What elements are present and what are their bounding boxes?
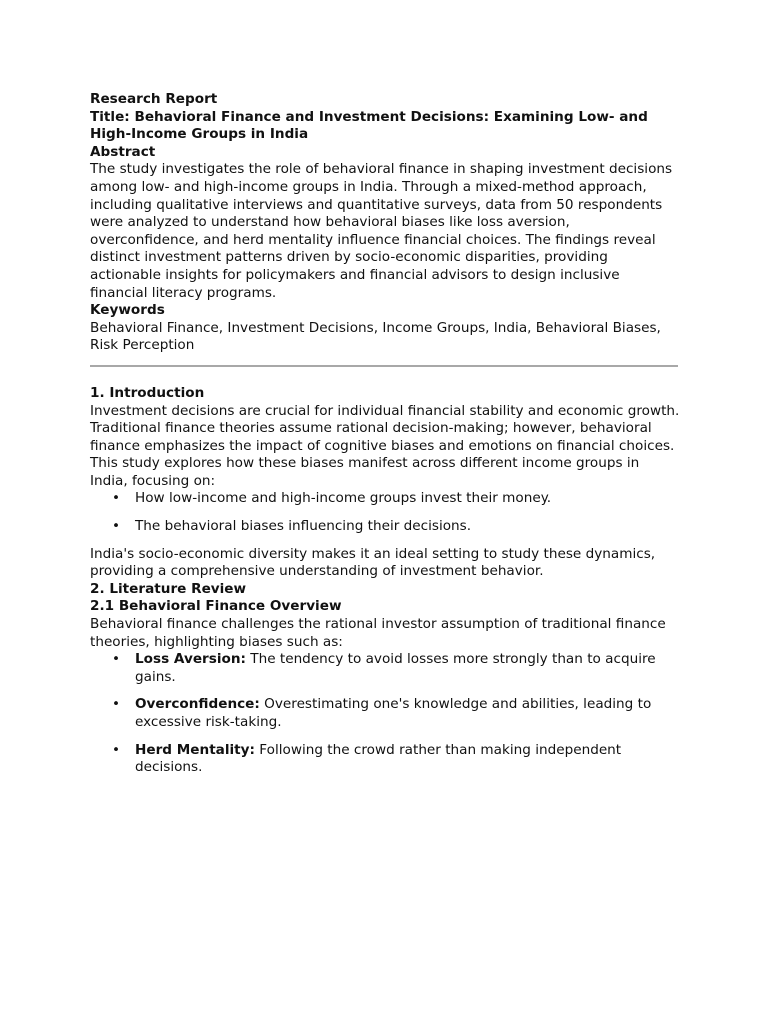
bias-description: Following the crowd rather than making independent decisions. xyxy=(135,741,622,776)
biases-list xyxy=(90,651,680,777)
list-item-text: The behavioral biases influencing their decisions. xyxy=(135,518,472,535)
bias-term: Loss Aversion: xyxy=(135,651,246,668)
list-item-text: How low-income and high-income groups invest their money. xyxy=(135,490,552,507)
literature-text: Behavioral finance challenges the rational investor assumption of traditional finance theories, highlighting biases such as: xyxy=(90,616,666,650)
bullet-icon: • xyxy=(112,651,121,668)
list-item xyxy=(90,651,680,686)
list-item xyxy=(90,518,680,536)
keywords-text: Behavioral Finance, Investment Decisions, Income Groups, India, Behavioral Biases, Risk Perception xyxy=(90,319,661,354)
section-divider xyxy=(90,365,678,367)
introduction-closing: India's socio-economic diversity makes it an ideal setting to study these dynamics, providing a comprehensive understanding of investment behavior. xyxy=(90,545,656,580)
bullet-icon: • xyxy=(112,696,121,713)
introduction-heading: 1. Introduction xyxy=(90,384,205,401)
abstract-heading: Abstract xyxy=(90,143,156,160)
introduction-focus-list xyxy=(90,490,680,535)
bias-description: Overestimating one's knowledge and abilities, leading to excessive risk-taking. xyxy=(135,696,652,730)
bias-term: Overconfidence: xyxy=(135,696,260,713)
list-item xyxy=(90,742,680,777)
list-item xyxy=(90,490,680,508)
literature-heading: 2. Literature Review xyxy=(90,580,247,597)
bullet-icon: • xyxy=(112,518,121,535)
bullet-icon: • xyxy=(112,741,121,758)
abstract-text: The study investigates the role of behavioral finance in shaping investment decisions among low- and high-income groups in India. Through a mixed-method approach, including qualitative interviews and quantitative surveys, data from 50 respondents were analyzed to understand how behavioral biases like loss aversion, overconfidence, and herd mentality influence financial choices. The findings reveal distinct investment patterns driven by socio-economic disparities, providing actionable insights for policymakers and financial advisors to design inclusive financial literacy programs. xyxy=(90,161,673,301)
bullet-icon: • xyxy=(112,490,121,507)
introduction-text: Investment decisions are crucial for individual financial stability and economic growth. Traditional finance theories assume rational decision-making; however, behavioral finance emphasizes the impact of cognitive biases and emotions on financial choices. This study explores how these biases manifest across different income groups in India, focusing on: xyxy=(90,402,680,489)
report-label: Research Report xyxy=(90,91,218,107)
bias-term: Herd Mentality: xyxy=(135,741,255,758)
document-page xyxy=(90,91,680,787)
keywords-heading: Keywords xyxy=(90,302,165,319)
report-title: Title: Behavioral Finance and Investment Decisions: Examining Low- and High-Income Groups in India xyxy=(90,108,648,143)
list-item xyxy=(90,696,680,731)
literature-subheading: 2.1 Behavioral Finance Overview xyxy=(90,598,342,615)
bias-description: The tendency to avoid losses more strongly than to acquire gains. xyxy=(135,651,656,685)
